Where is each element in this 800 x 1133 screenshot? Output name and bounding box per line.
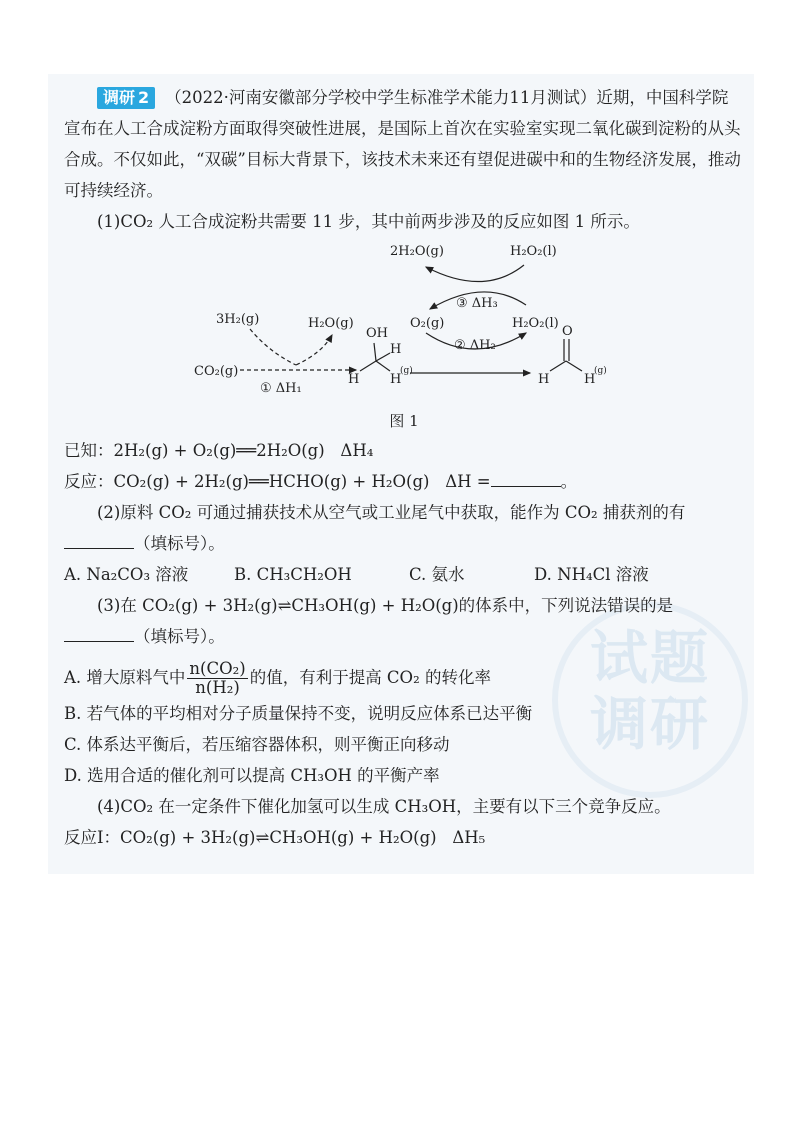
fig-o2: O₂(g) bbox=[410, 316, 445, 331]
fig-h2o-mid: H₂O(g) bbox=[308, 316, 354, 331]
known-label: 已知： bbox=[64, 441, 114, 460]
fig-h2o-top: 2H₂O(g) bbox=[390, 244, 444, 259]
fig-h2o2-top: H₂O₂(l) bbox=[510, 244, 557, 259]
known-line bbox=[64, 435, 744, 466]
fig-oh: OH bbox=[366, 326, 388, 341]
mole-ratio-fraction: $\frac{\text{n(CO₂)}}{\text{n(H₂)}}$ bbox=[189, 659, 246, 697]
reaction-equation: CO₂(g) + 2H₂(g)══HCHO(g) + H₂O(g) bbox=[113, 472, 430, 491]
q4-reaction-label: 反应Ⅰ： bbox=[64, 828, 121, 847]
research-badge: 调研 2 bbox=[97, 87, 155, 109]
known-equation: 2H₂(g) + O₂(g)══2H₂O(g) bbox=[113, 441, 325, 460]
q2-option-b: B. CH₃CH₂OH bbox=[234, 565, 352, 584]
bond-h1 bbox=[360, 361, 376, 371]
q1-stem: (1)CO₂ 人工合成淀粉共需要 11 步，其中前两步涉及的反应如图 1 所示。 bbox=[97, 212, 640, 231]
fig-3h2: 3H₂(g) bbox=[216, 312, 260, 327]
q2-option-c: C. 氨水 bbox=[409, 565, 465, 584]
dash-h2 bbox=[250, 329, 296, 365]
fig-o: O bbox=[562, 324, 573, 339]
bond-h2 bbox=[376, 353, 390, 361]
reaction-dh: ΔH = bbox=[445, 472, 491, 491]
fig-h-f-left: H bbox=[538, 372, 550, 387]
fig-h-left: H bbox=[348, 372, 360, 387]
question-content bbox=[64, 82, 744, 853]
q3-option-b: B. 若气体的平均相对分子质量保持不变，说明反应体系已达平衡 bbox=[64, 704, 533, 723]
q4-reaction-equation: CO₂(g) + 3H₂(g)⇌CH₃OH(g) + H₂O(g) bbox=[120, 828, 437, 847]
q3-option-d: D. 选用合适的催化剂可以提高 CH₃OH 的平衡产率 bbox=[64, 766, 440, 785]
q2-stem: (2)原料 CO₂ 可通过捕获技术从空气或工业尾气中获取，能作为 CO₂ 捕获剂的有 bbox=[97, 503, 686, 522]
q2-option-a: A. Na₂CO₃ 溶液 bbox=[64, 565, 189, 584]
intro-first: 近期，中国科 bbox=[596, 88, 696, 107]
q4-reaction-dh: ΔH₅ bbox=[452, 828, 486, 847]
q3-stem: (3)在 CO₂(g) + 3H₂(g)⇌CH₃OH(g) + H₂O(g)的体系中，下列说法错误的是 bbox=[97, 596, 674, 615]
arc-top bbox=[426, 265, 524, 282]
bond-ch2 bbox=[566, 361, 582, 371]
watermark-line2: 调研 bbox=[589, 690, 710, 758]
dash-h2o bbox=[296, 335, 332, 365]
reaction-line: 反应：CO₂(g) + 2H₂(g)══HCHO(g) + H₂O(g) ΔH = 。 bbox=[64, 466, 744, 497]
q3-option-a: A. 增大原料气中 $\frac{\text{n(CO₂)}}{\text{n(H₂)}}$ 的值，有利于提高 CO₂ 的转化率 bbox=[64, 659, 491, 697]
answer-blank-q1[interactable] bbox=[491, 468, 561, 487]
reaction-diagram bbox=[64, 237, 744, 407]
q2-tail: （填标号）。 bbox=[134, 534, 225, 553]
reaction-figure bbox=[64, 237, 744, 407]
q3-option-c: C. 体系达平衡后，若压缩容器体积，则平衡正向移动 bbox=[64, 735, 450, 754]
q3-tail: （填标号）。 bbox=[134, 627, 225, 646]
intro-rest: 学院宣布在人工合成淀粉方面取得突破性进展，是国际上首次在实验室实现二氧化碳到淀粉的从头合成。不仅如此，“双碳”目标大背景下，该技术未来还有望促进碳中和的生物经济发展，推动可持续经济。 bbox=[64, 88, 741, 200]
q3-tail-line bbox=[64, 621, 744, 652]
q2-option-d: D. NH₄Cl 溶液 bbox=[534, 565, 649, 584]
fig-g-formaldehyde: (g) bbox=[594, 366, 607, 376]
q4-reaction-line bbox=[64, 822, 744, 853]
q4-stem: (4)CO₂ 在一定条件下催化加氢可以生成 CH₃OH，主要有以下三个竞争反应。 bbox=[97, 797, 671, 816]
q2-tail-line bbox=[64, 528, 744, 559]
fig-h2o2-mid: H₂O₂(l) bbox=[512, 316, 559, 331]
fig-h-top: H bbox=[390, 342, 402, 357]
watermark-line1: 试题 bbox=[589, 624, 710, 692]
q2-options bbox=[64, 559, 744, 590]
answer-blank-q3[interactable] bbox=[64, 623, 134, 642]
bond-oh bbox=[374, 343, 376, 361]
fig-g-methanol: (g) bbox=[400, 366, 413, 376]
answer-blank-q2[interactable] bbox=[64, 530, 134, 549]
figure-caption: 图 1 bbox=[389, 412, 419, 430]
bond-h3 bbox=[376, 361, 390, 371]
intro-paragraph bbox=[64, 82, 744, 206]
bond-ch1 bbox=[550, 361, 566, 371]
fig-dh1: ① ΔH₁ bbox=[260, 381, 302, 396]
fig-dh2: ② ΔH₂ bbox=[454, 338, 496, 353]
known-dh: ΔH₄ bbox=[340, 441, 374, 460]
reaction-label: 反应： bbox=[64, 472, 114, 491]
fig-co2: CO₂(g) bbox=[194, 364, 239, 379]
source-text: （2022·河南安徽部分学校中学生标准学术能力11月测试） bbox=[165, 88, 597, 107]
fig-dh3: ③ ΔH₃ bbox=[456, 296, 498, 311]
fig-h-right: H bbox=[390, 372, 402, 387]
fig-h-f-right: H bbox=[584, 372, 596, 387]
